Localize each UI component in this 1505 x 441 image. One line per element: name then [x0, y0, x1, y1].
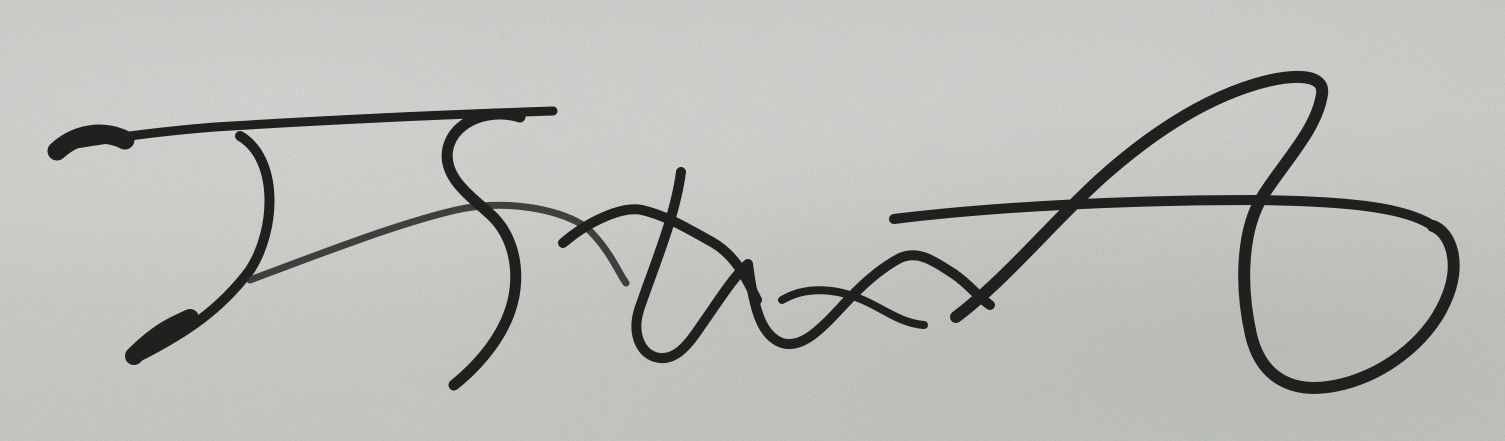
- signature-h-like-stroke: [636, 172, 990, 358]
- signature-first-letter-stem: [142, 136, 269, 355]
- signature-diagonal-connector: [250, 205, 626, 283]
- signature-final-capital-loop: [956, 77, 1454, 388]
- signature-long-underline: [894, 200, 1433, 226]
- signature-left-blot: [57, 134, 125, 151]
- signature-inner-arc: [782, 290, 924, 325]
- signature-second-loop: [447, 114, 520, 385]
